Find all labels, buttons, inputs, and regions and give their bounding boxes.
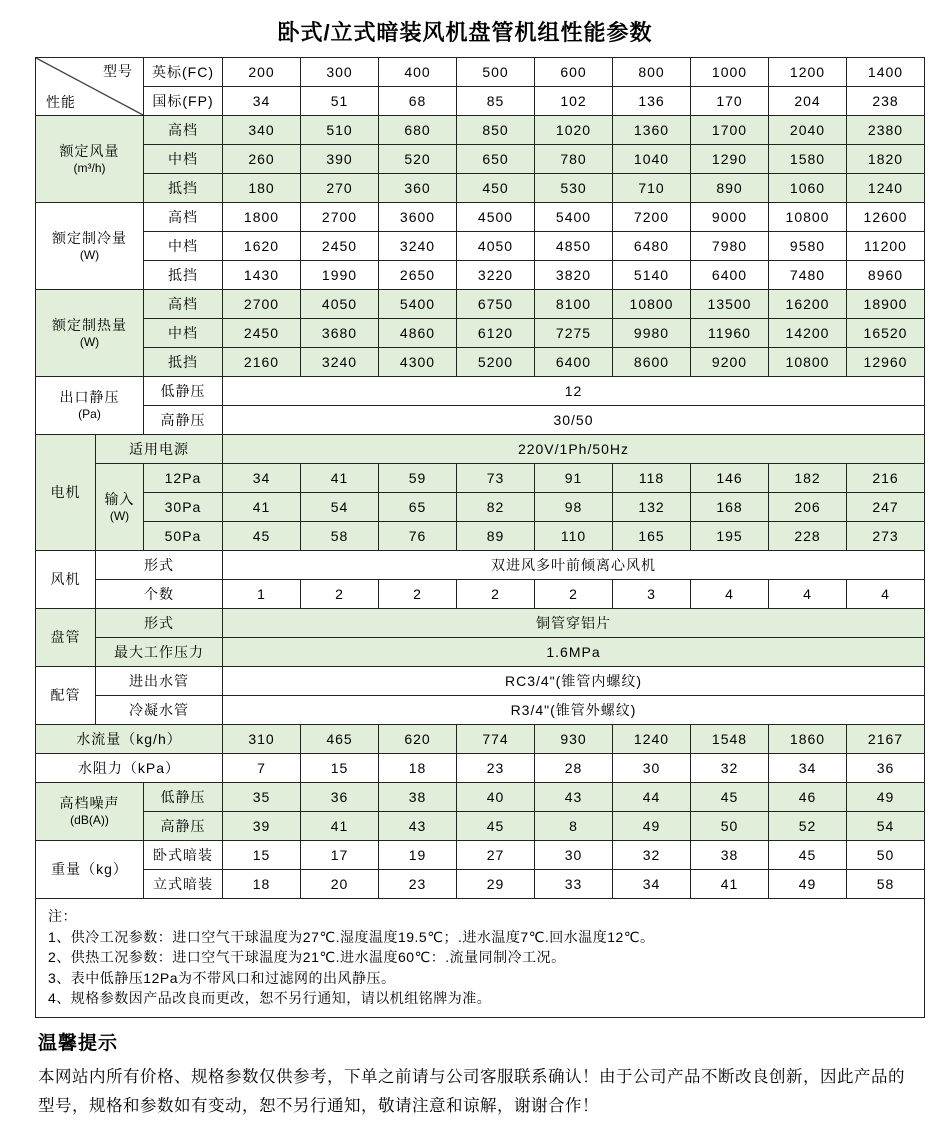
value-cell: 50	[847, 841, 925, 870]
value-cell: 200	[223, 58, 301, 87]
value-cell: 510	[301, 116, 379, 145]
value-cell: 18	[223, 870, 301, 899]
value-cell: 20	[301, 870, 379, 899]
value-cell: 1860	[769, 725, 847, 754]
value-cell: 1430	[223, 261, 301, 290]
value-cell: 45	[769, 841, 847, 870]
value-cell: 40	[457, 783, 535, 812]
value-cell: 4300	[379, 348, 457, 377]
value-cell: 45	[223, 522, 301, 551]
table-row	[36, 348, 925, 377]
row-label-cell: 额定制热量 (W)	[36, 290, 144, 377]
row-label-cell: 电机	[36, 435, 96, 551]
value-cell: 12600	[847, 203, 925, 232]
value-cell: 1040	[613, 145, 691, 174]
value-cell: 34	[769, 754, 847, 783]
value-cell: 620	[379, 725, 457, 754]
value-cell: 2450	[301, 232, 379, 261]
value-cell: 228	[769, 522, 847, 551]
value-cell: 7	[223, 754, 301, 783]
value-cell: 310	[223, 725, 301, 754]
table-row	[36, 696, 925, 725]
value-cell: 1360	[613, 116, 691, 145]
value-cell: 50	[691, 812, 769, 841]
value-cell: 300	[301, 58, 379, 87]
value-cell: 30Pa	[144, 493, 223, 522]
unit-label: (W)	[79, 247, 100, 262]
value-cell: 136	[613, 87, 691, 116]
value-cell: 2040	[769, 116, 847, 145]
value-cell: 170	[691, 87, 769, 116]
row-label-cell: 1.6MPa	[223, 638, 925, 667]
value-cell: 65	[379, 493, 457, 522]
value-cell: 2450	[223, 319, 301, 348]
row-label-cell: RC3/4"(锥管内螺纹)	[223, 667, 925, 696]
value-cell: 41	[691, 870, 769, 899]
note-line: 3、表中低静压12Pa为不带风口和过滤网的出风静压。	[48, 969, 396, 986]
value-cell: 204	[769, 87, 847, 116]
value-cell: 10800	[613, 290, 691, 319]
value-cell: 43	[379, 812, 457, 841]
value-cell: 34	[223, 87, 301, 116]
table-row	[36, 522, 925, 551]
value-cell: 890	[691, 174, 769, 203]
value-cell: 400	[379, 58, 457, 87]
table-row	[36, 493, 925, 522]
table-row	[36, 290, 925, 319]
value-cell: 中档	[144, 232, 223, 261]
value-cell: 4850	[535, 232, 613, 261]
table-row	[36, 754, 925, 783]
value-cell: 高档	[144, 116, 223, 145]
value-cell: 98	[535, 493, 613, 522]
row-label-cell: 形式	[96, 609, 223, 638]
value-cell: 4050	[301, 290, 379, 319]
value-cell: 50Pa	[144, 522, 223, 551]
value-cell: 8600	[613, 348, 691, 377]
value-cell: 18900	[847, 290, 925, 319]
value-cell: 卧式暗装	[144, 841, 223, 870]
value-cell: 15	[301, 754, 379, 783]
table-row	[36, 609, 925, 638]
note-line: 注：	[48, 908, 77, 924]
value-cell: 45	[457, 812, 535, 841]
value-cell: 44	[613, 783, 691, 812]
value-cell: 36	[301, 783, 379, 812]
value-cell: 76	[379, 522, 457, 551]
value-cell: 4500	[457, 203, 535, 232]
value-cell: 45	[691, 783, 769, 812]
value-cell: 32	[691, 754, 769, 783]
table-row	[36, 464, 925, 493]
value-cell: 2700	[301, 203, 379, 232]
value-cell: 1548	[691, 725, 769, 754]
value-cell: 30	[613, 754, 691, 783]
row-label-cell: 高档噪声 (dB(A))	[36, 783, 144, 841]
value-cell: 132	[613, 493, 691, 522]
value-cell: 34	[223, 464, 301, 493]
row-label-cell: 水阻力（kPa）	[36, 754, 223, 783]
row-label-cell: 水流量（kg/h）	[36, 725, 223, 754]
value-cell: 340	[223, 116, 301, 145]
value-cell: 82	[457, 493, 535, 522]
value-cell: 46	[769, 783, 847, 812]
value-cell: 110	[535, 522, 613, 551]
value-cell: 7480	[769, 261, 847, 290]
value-cell: 2380	[847, 116, 925, 145]
value-cell: 1700	[691, 116, 769, 145]
value-cell: 12960	[847, 348, 925, 377]
row-label-cell: 出口静压 (Pa)	[36, 377, 144, 435]
row-label-cell: 输入 (W)	[96, 464, 144, 551]
value-cell: 774	[457, 725, 535, 754]
tips-heading: 温馨提示	[38, 1032, 119, 1054]
value-cell: 抵挡	[144, 261, 223, 290]
note-line: 1、供冷工况参数：进口空气干球温度为27℃.湿度温度19.5℃；.进水温度7℃.回水温度12℃。	[48, 928, 655, 945]
note-line: 2、供热工况参数：进口空气干球温度为21℃.进水温度60℃：.流量同制冷工况。	[48, 949, 566, 965]
table-row	[36, 145, 925, 174]
value-cell: 1000	[691, 58, 769, 87]
value-cell: 465	[301, 725, 379, 754]
value-cell: 30	[535, 841, 613, 870]
value-cell: 680	[379, 116, 457, 145]
value-cell: 247	[847, 493, 925, 522]
note-line: 4、规格参数因产品改良而更改，恕不另行通知，请以机组铭牌为准。	[48, 990, 492, 1006]
corner-cell	[36, 58, 144, 116]
corner-model-label: 型号	[103, 63, 133, 79]
table-row	[36, 725, 925, 754]
value-cell: 390	[301, 145, 379, 174]
value-cell: 4	[691, 580, 769, 609]
value-cell: 54	[301, 493, 379, 522]
value-cell: 1400	[847, 58, 925, 87]
value-cell: 18	[379, 754, 457, 783]
value-cell: 530	[535, 174, 613, 203]
value-cell: 450	[457, 174, 535, 203]
value-cell: 4	[769, 580, 847, 609]
value-cell: 38	[379, 783, 457, 812]
value-cell: 7200	[613, 203, 691, 232]
value-cell: 168	[691, 493, 769, 522]
row-label-cell: R3/4"(锥管外螺纹)	[223, 696, 925, 725]
value-cell: 11200	[847, 232, 925, 261]
value-cell: 3680	[301, 319, 379, 348]
row-label-cell: 双进风多叶前倾离心风机	[223, 551, 925, 580]
corner-performance-label: 性能	[46, 93, 76, 110]
value-cell: 高静压	[144, 812, 223, 841]
value-cell: 10800	[769, 203, 847, 232]
value-cell: 5400	[379, 290, 457, 319]
value-cell: 12Pa	[144, 464, 223, 493]
value-cell: 2	[457, 580, 535, 609]
value-cell: 高档	[144, 203, 223, 232]
table-row	[36, 319, 925, 348]
value-cell: 16200	[769, 290, 847, 319]
value-cell: 216	[847, 464, 925, 493]
value-cell: 650	[457, 145, 535, 174]
value-cell: 500	[457, 58, 535, 87]
value-cell: 165	[613, 522, 691, 551]
table-row	[36, 203, 925, 232]
value-cell: 4860	[379, 319, 457, 348]
value-cell: 低静压	[144, 377, 223, 406]
value-cell: 5200	[457, 348, 535, 377]
value-cell: 59	[379, 464, 457, 493]
value-cell: 2167	[847, 725, 925, 754]
value-cell: 8	[535, 812, 613, 841]
value-cell: 54	[847, 812, 925, 841]
tips-section	[38, 1028, 918, 1121]
value-cell: 6120	[457, 319, 535, 348]
table-row	[36, 841, 925, 870]
value-cell: 3240	[379, 232, 457, 261]
value-cell: 9980	[613, 319, 691, 348]
value-cell: 1290	[691, 145, 769, 174]
value-cell: 3600	[379, 203, 457, 232]
unit-label: (W)	[109, 508, 130, 523]
value-cell: 2160	[223, 348, 301, 377]
value-cell: 2	[379, 580, 457, 609]
value-cell: 7980	[691, 232, 769, 261]
value-cell: 49	[769, 870, 847, 899]
table-row	[36, 435, 925, 464]
value-cell: 520	[379, 145, 457, 174]
value-cell: 27	[457, 841, 535, 870]
value-cell: 7275	[535, 319, 613, 348]
value-cell: 41	[301, 812, 379, 841]
value-cell: 270	[301, 174, 379, 203]
value-cell: 3820	[535, 261, 613, 290]
value-cell: 1240	[847, 174, 925, 203]
unit-label: (dB(A))	[70, 813, 109, 828]
value-cell: 3240	[301, 348, 379, 377]
row-label-cell: 重量（kg）	[36, 841, 144, 899]
value-cell: 9000	[691, 203, 769, 232]
value-cell: 35	[223, 783, 301, 812]
value-cell: 高档	[144, 290, 223, 319]
value-cell: 23	[457, 754, 535, 783]
table-row	[36, 58, 925, 87]
page-title: 卧式/立式暗装风机盘管机组性能参数	[277, 20, 653, 45]
value-cell: 5140	[613, 261, 691, 290]
value-cell: 9580	[769, 232, 847, 261]
value-cell: 36	[847, 754, 925, 783]
value-cell: 1020	[535, 116, 613, 145]
tips-body: 本网站内所有价格、规格参数仅供参考，下单之前请与公司客服联系确认！由于公司产品不断改良创新，因此产品的型号，规格和参数如有变动，恕不另行通知，敬请注意和谅解，谢谢合作！	[38, 1067, 905, 1115]
value-cell: 146	[691, 464, 769, 493]
value-cell: 5400	[535, 203, 613, 232]
value-cell: 41	[223, 493, 301, 522]
value-cell: 710	[613, 174, 691, 203]
row-label-cell: 最大工作压力	[96, 638, 223, 667]
table-row	[36, 406, 925, 435]
value-cell: 102	[535, 87, 613, 116]
row-label-cell: 冷凝水管	[96, 696, 223, 725]
value-cell: 600	[535, 58, 613, 87]
value-cell: 68	[379, 87, 457, 116]
value-cell: 3	[613, 580, 691, 609]
table-row	[36, 261, 925, 290]
table-row	[36, 232, 925, 261]
value-cell: 89	[457, 522, 535, 551]
value-cell: 6400	[535, 348, 613, 377]
value-cell: 2	[301, 580, 379, 609]
unit-label: (Pa)	[78, 407, 101, 422]
value-cell: 4	[847, 580, 925, 609]
row-label-cell: 盘管	[36, 609, 96, 667]
value-cell: 1800	[223, 203, 301, 232]
row-label-cell: 形式	[96, 551, 223, 580]
value-cell: 800	[613, 58, 691, 87]
value-cell: 118	[613, 464, 691, 493]
value-cell: 1	[223, 580, 301, 609]
value-cell: 6750	[457, 290, 535, 319]
table-row	[36, 638, 925, 667]
value-cell: 206	[769, 493, 847, 522]
value-cell: 1060	[769, 174, 847, 203]
value-cell: 13500	[691, 290, 769, 319]
table-row	[36, 116, 925, 145]
value-cell: 1200	[769, 58, 847, 87]
notes-list	[48, 906, 914, 1009]
value-cell: 32	[613, 841, 691, 870]
value-cell: 17	[301, 841, 379, 870]
row-label-cell: 进出水管	[96, 667, 223, 696]
value-cell: 19	[379, 841, 457, 870]
value-cell: 英标(FC)	[144, 58, 223, 87]
value-cell: 1580	[769, 145, 847, 174]
row-label-cell: 30/50	[223, 406, 925, 435]
value-cell: 1820	[847, 145, 925, 174]
value-cell: 低静压	[144, 783, 223, 812]
value-cell: 28	[535, 754, 613, 783]
value-cell: 6400	[691, 261, 769, 290]
value-cell: 1990	[301, 261, 379, 290]
value-cell: 11960	[691, 319, 769, 348]
table-row	[36, 783, 925, 812]
notes-box	[35, 898, 925, 1018]
value-cell: 抵挡	[144, 174, 223, 203]
value-cell: 850	[457, 116, 535, 145]
table-row	[36, 870, 925, 899]
value-cell: 51	[301, 87, 379, 116]
value-cell: 立式暗装	[144, 870, 223, 899]
value-cell: 195	[691, 522, 769, 551]
value-cell: 10800	[769, 348, 847, 377]
value-cell: 29	[457, 870, 535, 899]
value-cell: 41	[301, 464, 379, 493]
value-cell: 43	[535, 783, 613, 812]
value-cell: 49	[613, 812, 691, 841]
spec-table-body	[36, 58, 925, 899]
value-cell: 2650	[379, 261, 457, 290]
row-label-cell: 额定风量 (m³/h)	[36, 116, 144, 203]
value-cell: 8100	[535, 290, 613, 319]
value-cell: 中档	[144, 145, 223, 174]
value-cell: 4050	[457, 232, 535, 261]
unit-label: (W)	[79, 334, 100, 349]
value-cell: 39	[223, 812, 301, 841]
value-cell: 33	[535, 870, 613, 899]
value-cell: 238	[847, 87, 925, 116]
value-cell: 182	[769, 464, 847, 493]
unit-label: (m³/h)	[73, 160, 106, 175]
value-cell: 180	[223, 174, 301, 203]
value-cell: 6480	[613, 232, 691, 261]
row-label-cell: 额定制冷量 (W)	[36, 203, 144, 290]
value-cell: 1240	[613, 725, 691, 754]
value-cell: 16520	[847, 319, 925, 348]
table-row	[36, 87, 925, 116]
value-cell: 高静压	[144, 406, 223, 435]
value-cell: 273	[847, 522, 925, 551]
value-cell: 8960	[847, 261, 925, 290]
value-cell: 85	[457, 87, 535, 116]
table-row	[36, 377, 925, 406]
value-cell: 780	[535, 145, 613, 174]
value-cell: 52	[769, 812, 847, 841]
value-cell: 58	[847, 870, 925, 899]
table-row	[36, 551, 925, 580]
value-cell: 260	[223, 145, 301, 174]
value-cell: 1620	[223, 232, 301, 261]
value-cell: 3220	[457, 261, 535, 290]
value-cell: 国标(FP)	[144, 87, 223, 116]
table-row	[36, 812, 925, 841]
value-cell: 58	[301, 522, 379, 551]
value-cell: 抵挡	[144, 348, 223, 377]
row-label-cell: 个数	[96, 580, 223, 609]
row-label-cell: 适用电源	[96, 435, 223, 464]
spec-table	[35, 57, 925, 899]
row-label-cell: 220V/1Ph/50Hz	[223, 435, 925, 464]
value-cell: 930	[535, 725, 613, 754]
value-cell: 49	[847, 783, 925, 812]
value-cell: 38	[691, 841, 769, 870]
value-cell: 73	[457, 464, 535, 493]
row-label-cell: 配管	[36, 667, 96, 725]
value-cell: 15	[223, 841, 301, 870]
value-cell: 中档	[144, 319, 223, 348]
table-row	[36, 667, 925, 696]
value-cell: 91	[535, 464, 613, 493]
table-row	[36, 580, 925, 609]
value-cell: 34	[613, 870, 691, 899]
value-cell: 2	[535, 580, 613, 609]
row-label-cell: 铜管穿铝片	[223, 609, 925, 638]
value-cell: 9200	[691, 348, 769, 377]
table-row	[36, 174, 925, 203]
row-label-cell: 风机	[36, 551, 96, 609]
value-cell: 23	[379, 870, 457, 899]
value-cell: 360	[379, 174, 457, 203]
value-cell: 14200	[769, 319, 847, 348]
value-cell: 2700	[223, 290, 301, 319]
row-label-cell: 12	[223, 377, 925, 406]
